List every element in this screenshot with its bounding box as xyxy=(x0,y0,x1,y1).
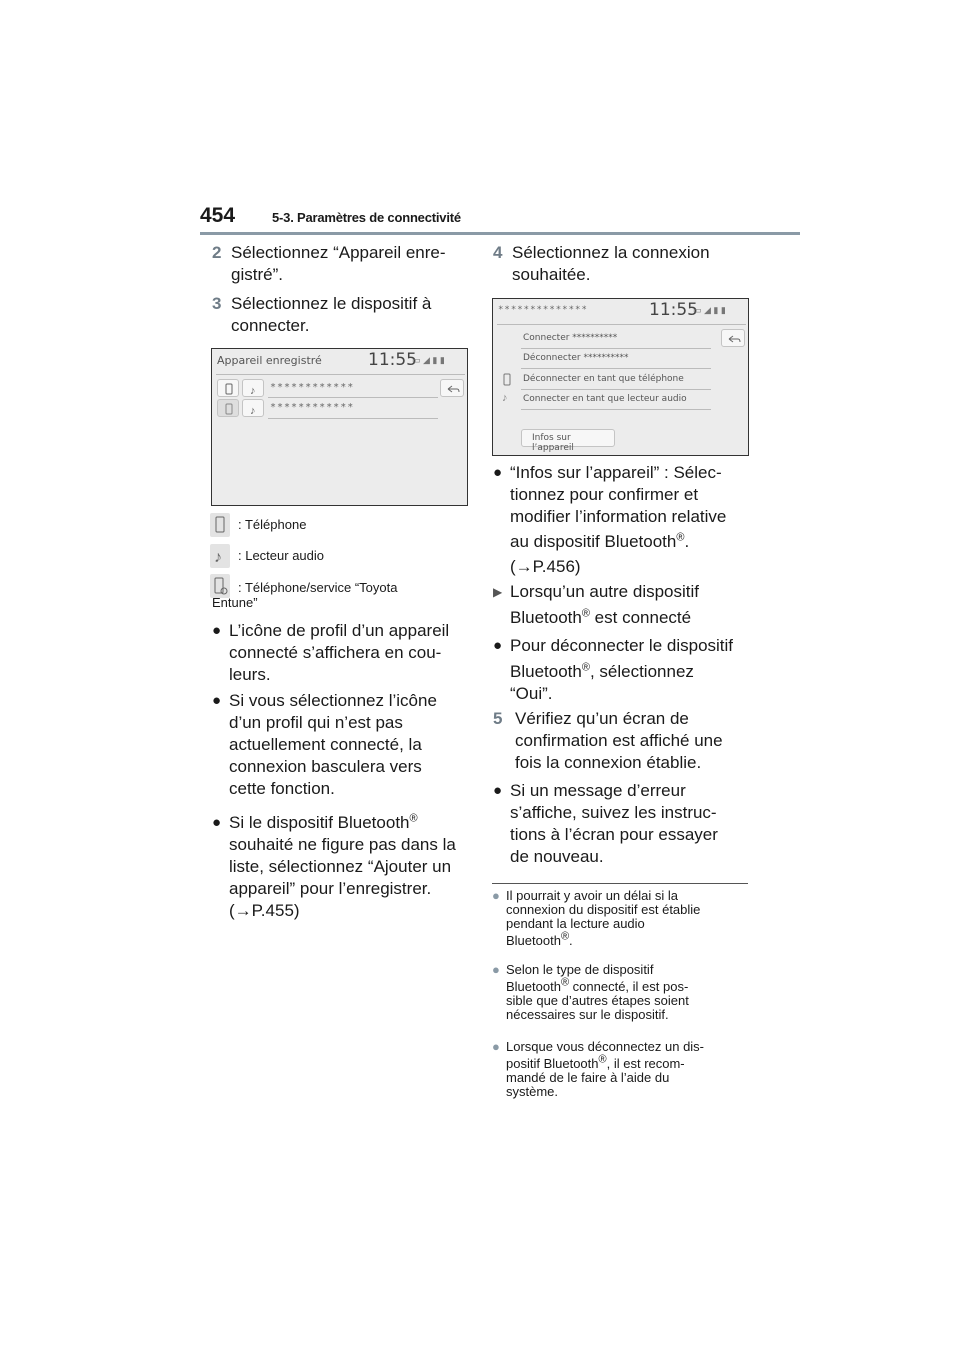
bullet-text: est connecté xyxy=(589,608,692,627)
phone-icon xyxy=(210,513,230,537)
bullet-text: , sélectionnez xyxy=(589,662,694,681)
step-text: confirmation est affiché une xyxy=(515,731,723,750)
note-text: Il pourrait y avoir un délai si la xyxy=(506,888,678,903)
bullet-text: souhaité ne figure pas dans la xyxy=(229,835,456,854)
bullet-dot: ● xyxy=(493,637,503,654)
divider xyxy=(521,409,711,410)
bullet-text: liste, sélectionnez “Ajouter un xyxy=(229,857,452,876)
step-text: Vérifiez qu’un écran de xyxy=(515,709,689,728)
back-button[interactable] xyxy=(440,379,464,397)
bullet-text: Si vous sélectionnez l’icône xyxy=(229,691,437,710)
step-number: 3 xyxy=(212,294,222,313)
bullet-text: leurs. xyxy=(229,665,271,684)
phone-icon[interactable] xyxy=(217,379,239,397)
note-text: connecté, il est pos- xyxy=(569,979,689,994)
note-text: Bluetooth xyxy=(506,979,561,994)
bullet-text: modifier l’information relative xyxy=(510,507,727,526)
bullet-text: Si un message d’erreur xyxy=(510,781,686,800)
note-text: connexion du dispositif est établie xyxy=(506,902,701,917)
bullet-text: connecté s’affichera en cou- xyxy=(229,643,442,662)
note-text: pendant la lecture audio xyxy=(506,916,645,931)
connection-screen xyxy=(492,298,749,456)
music-note-icon[interactable] xyxy=(242,379,264,397)
svg-text:♪: ♪ xyxy=(250,385,256,397)
note-text: système. xyxy=(506,1084,559,1099)
phone-icon xyxy=(502,373,512,387)
bullet-text: au dispositif Bluetooth xyxy=(510,532,677,551)
divider xyxy=(268,418,438,419)
page-number: 454 xyxy=(200,204,236,227)
note-bullet: ● xyxy=(492,962,500,977)
bullet-text: Pour déconnecter le dispositif xyxy=(510,636,734,655)
bullet-text: tionnez pour confirmer et xyxy=(510,485,699,504)
music-note-icon: ♪ xyxy=(502,392,508,404)
notes-divider xyxy=(492,883,748,884)
disconnect-phone-option[interactable]: Déconnecter en tant que téléphone xyxy=(523,374,684,384)
legend-entune-cont: Entune” xyxy=(212,595,258,610)
back-button[interactable] xyxy=(721,329,745,347)
step-text: Sélectionnez le dispositif à xyxy=(231,294,432,313)
note-text: . xyxy=(569,933,573,948)
connect-option[interactable]: Connecter ********** xyxy=(523,333,618,343)
bullet-dot: ● xyxy=(212,814,222,831)
step-number: 5 xyxy=(493,709,503,728)
bullet-dot: ● xyxy=(493,782,503,799)
legend-phone: : Téléphone xyxy=(238,517,307,532)
step-text: fois la connexion établie. xyxy=(515,753,702,772)
note-text: positif Bluetooth xyxy=(506,1056,599,1071)
bullet-text: “Infos sur l’appareil” : Sélec- xyxy=(510,463,722,482)
step-text: souhaitée. xyxy=(512,265,591,284)
device-name-1[interactable]: ************ xyxy=(270,382,355,393)
step-number: 4 xyxy=(493,243,503,262)
clock: 11:55 xyxy=(649,300,698,320)
bullet-text: tions à l’écran pour essayer xyxy=(510,825,718,844)
bullet-text: “Oui”. xyxy=(510,684,553,703)
step-text: connecter. xyxy=(231,316,310,335)
bullet-text: Lorsqu’un autre dispositif xyxy=(510,582,700,601)
bullet-text: . xyxy=(684,532,690,551)
bullet-text: appareil” pour l’enregistrer. xyxy=(229,879,432,898)
device-name-2[interactable]: ************ xyxy=(270,402,355,413)
bullet-text: actuellement connecté, la xyxy=(229,735,422,754)
bullet-text: L’icône de profil d’un appareil xyxy=(229,621,450,640)
note-bullet: ● xyxy=(492,888,500,903)
bullet-dot: ● xyxy=(212,622,222,639)
registered-mark: ® xyxy=(581,607,590,620)
step-text: Sélectionnez “Appareil enre- xyxy=(231,243,446,262)
bullet-dot: ● xyxy=(493,464,503,481)
registered-mark: ® xyxy=(676,531,685,544)
page-reference: (→P.455) xyxy=(229,901,300,920)
divider xyxy=(497,324,746,325)
registered-mark: ® xyxy=(409,812,418,825)
status-icons: ▭ ◢ ▮ ▮ xyxy=(412,355,445,365)
header-rule xyxy=(200,232,800,235)
status-icons: ▭ ◢ ▮ ▮ xyxy=(693,305,726,315)
device-info-button[interactable]: Infos sur l’appareil xyxy=(521,429,615,447)
svg-text:♪: ♪ xyxy=(214,549,222,566)
registered-mark: ® xyxy=(560,930,570,943)
phone-service-icon[interactable] xyxy=(217,399,239,417)
note-bullet: ● xyxy=(492,1039,500,1054)
note-text: Selon le type de dispositif xyxy=(506,962,654,977)
bullet-text: s’affiche, suivez les instruc- xyxy=(510,803,717,822)
music-note-icon xyxy=(210,544,230,568)
bullet-text: Bluetooth xyxy=(510,662,582,681)
registered-devices-screen xyxy=(211,348,468,506)
legend-entune: : Téléphone/service “Toyota xyxy=(238,580,398,595)
clock: 11:55 xyxy=(368,350,417,370)
registered-mark: ® xyxy=(598,1053,607,1066)
step-number: 2 xyxy=(212,243,222,262)
divider xyxy=(521,348,711,349)
bullet-text: Bluetooth xyxy=(510,608,582,627)
svg-text:♪: ♪ xyxy=(250,405,256,417)
note-text: mandé de le faire à l’aide du xyxy=(506,1070,670,1085)
divider xyxy=(521,389,711,390)
disconnect-option[interactable]: Déconnecter ********** xyxy=(523,353,629,363)
bullet-text: d’un profil qui n’est pas xyxy=(229,713,403,732)
note-text: , il est recom- xyxy=(606,1056,685,1071)
bullet-text: cette fonction. xyxy=(229,779,335,798)
section-title: 5-3. Paramètres de connectivité xyxy=(272,210,461,225)
registered-mark: ® xyxy=(560,976,570,989)
step-text: Sélectionnez la connexion xyxy=(512,243,710,262)
music-note-icon[interactable] xyxy=(242,399,264,417)
bullet-dot: ● xyxy=(212,692,222,709)
note-text: sible que d’autres étapes soient xyxy=(506,993,689,1008)
triangle-arrow-icon: ▶ xyxy=(493,585,503,599)
legend-audio: : Lecteur audio xyxy=(238,548,325,563)
bullet-text: de nouveau. xyxy=(510,847,604,866)
registered-mark: ® xyxy=(581,661,590,674)
note-text: Bluetooth xyxy=(506,933,561,948)
divider xyxy=(216,374,465,375)
screen-title: ************** xyxy=(498,305,588,315)
divider xyxy=(521,368,711,369)
screen-title: Appareil enregistré xyxy=(217,354,322,367)
note-text: Lorsque vous déconnectez un dis- xyxy=(506,1039,705,1054)
page-reference: (→P.456) xyxy=(510,557,581,576)
connect-audio-option[interactable]: Connecter en tant que lecteur audio xyxy=(523,394,687,404)
bullet-text: Si le dispositif Bluetooth xyxy=(229,813,410,832)
divider xyxy=(268,397,438,398)
bullet-text: connexion basculera vers xyxy=(229,757,422,776)
step-text: gistré”. xyxy=(231,265,283,284)
note-text: nécessaires sur le dispositif. xyxy=(506,1007,669,1022)
